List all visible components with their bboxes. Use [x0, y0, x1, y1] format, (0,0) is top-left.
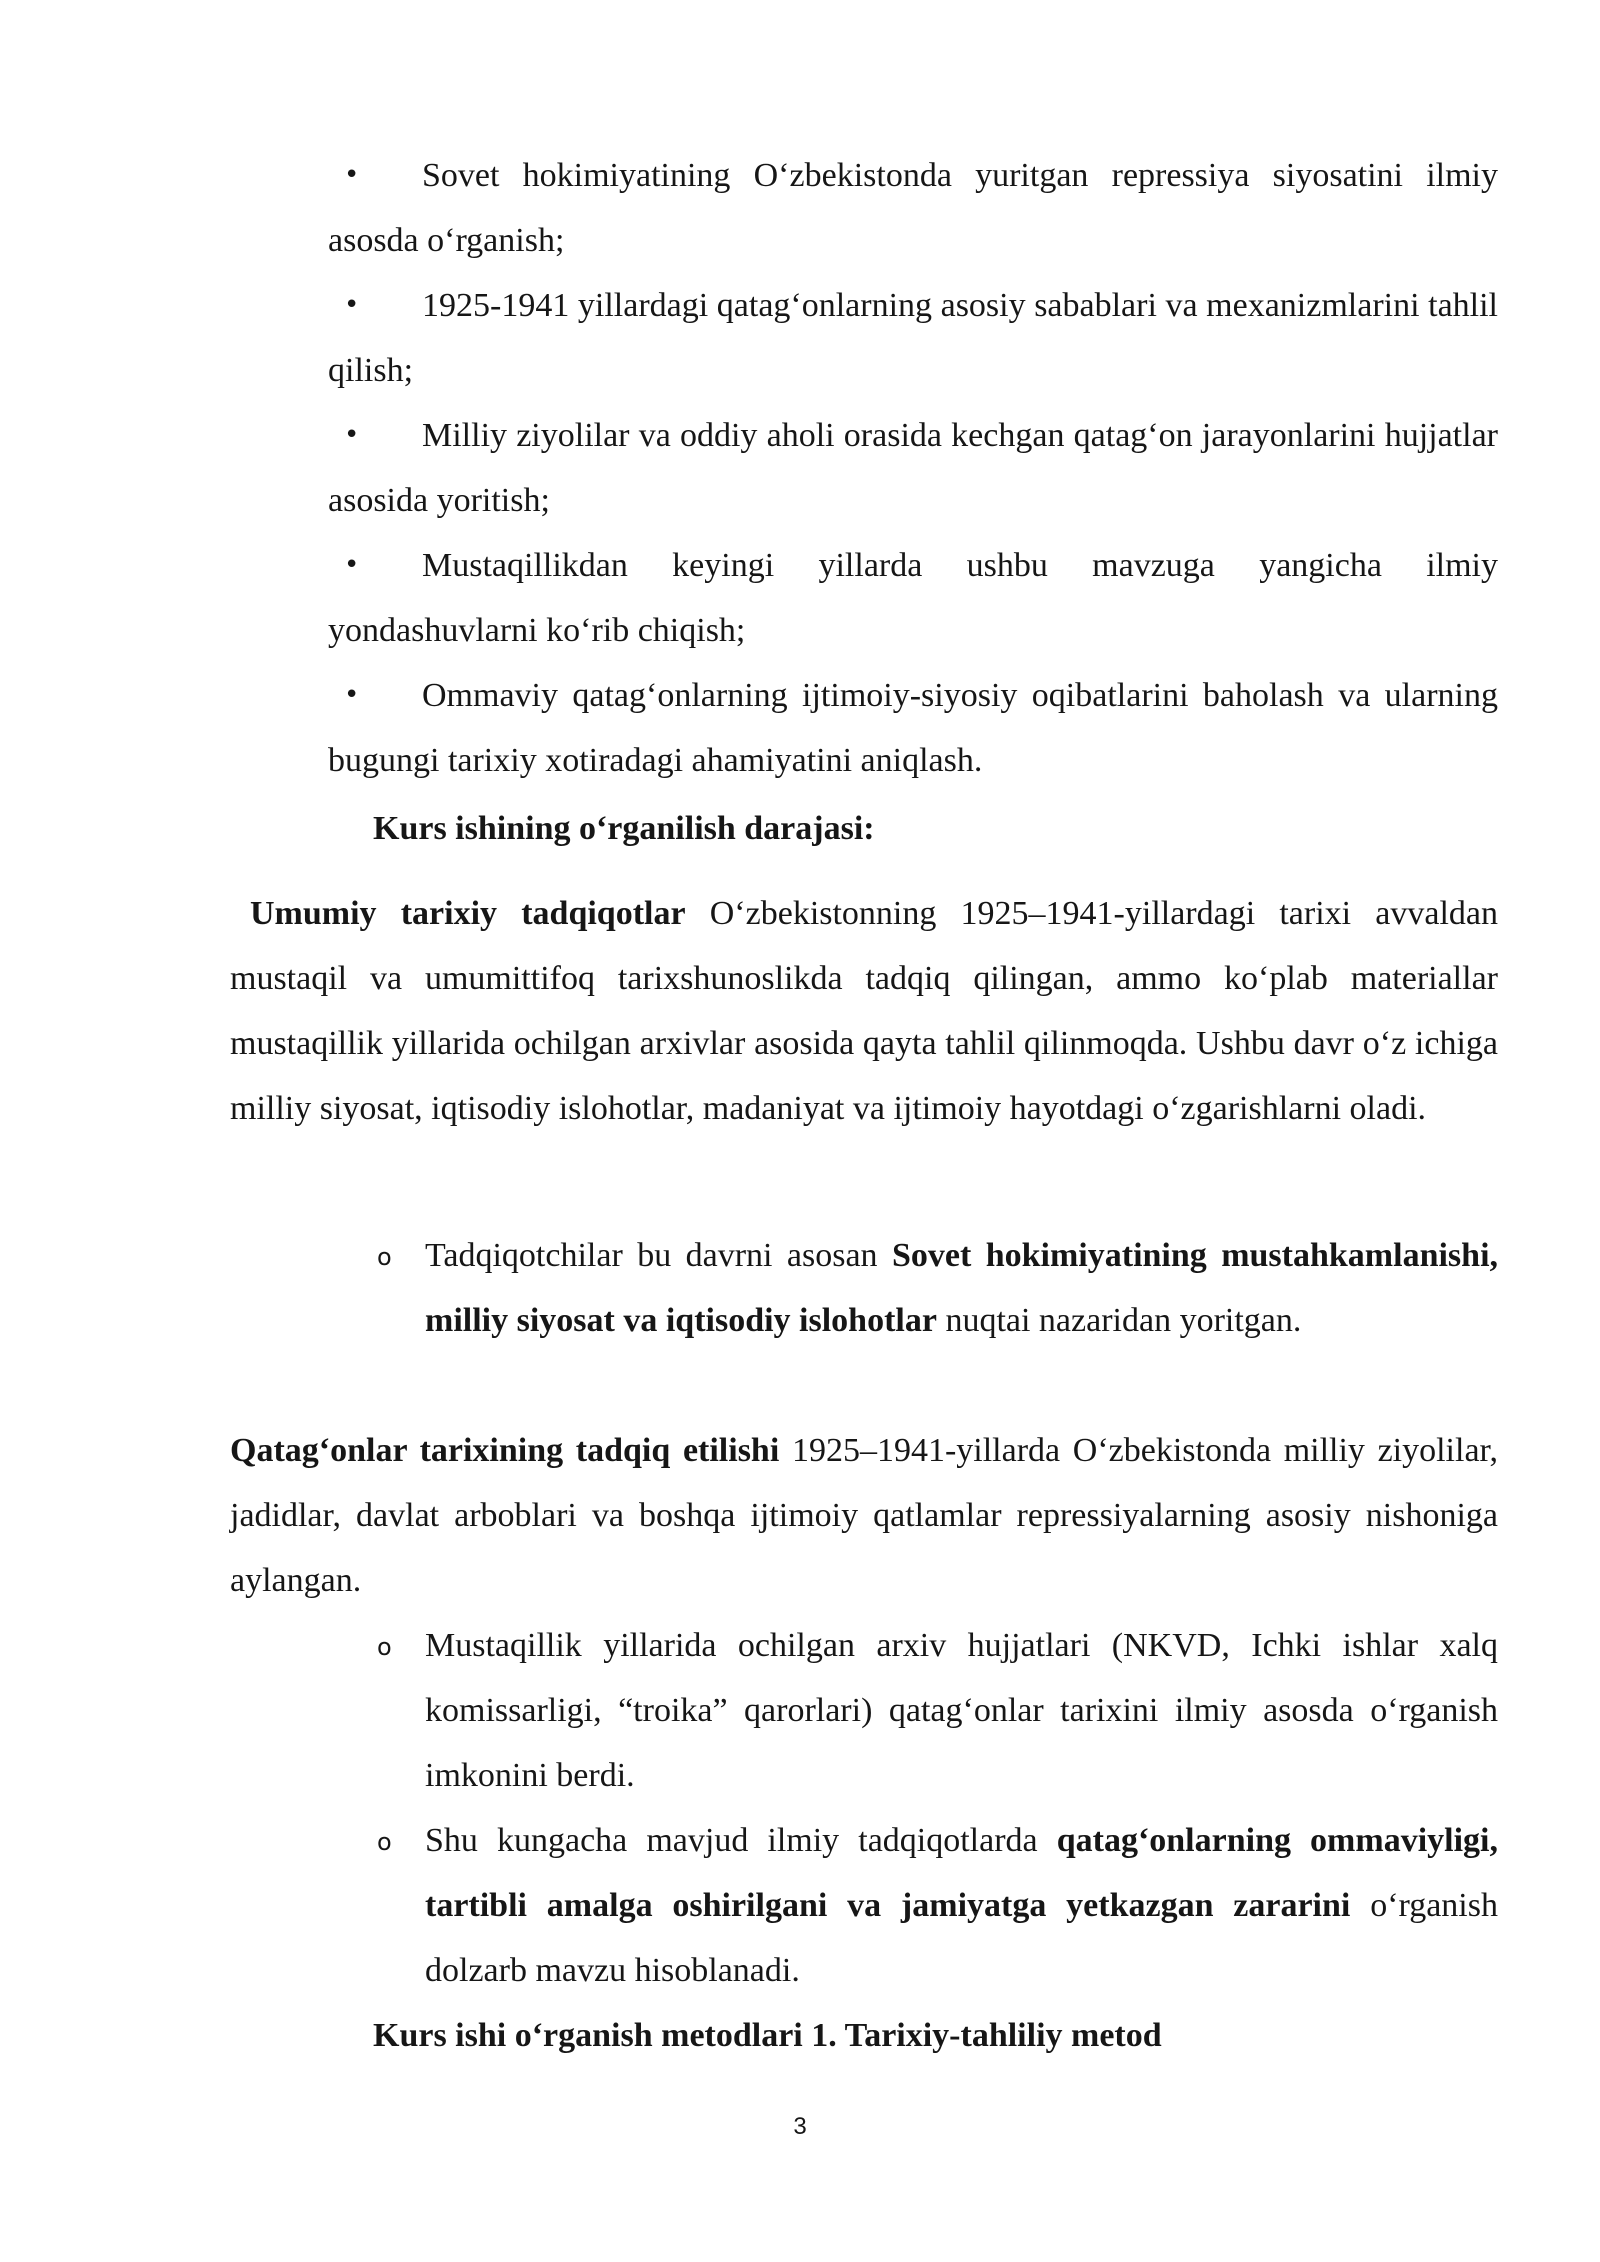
sub-list-item: [425, 1808, 1498, 2003]
objective-item: • Milliy ziyolilar va oddiy aholi orasida kechgan qatag‘on jarayonlarini hujjatlar asosida yoritish;: [328, 403, 1498, 533]
general-research-lead: Umumiy tarixiy tadqiqotlar: [250, 895, 686, 932]
objectives-list: [328, 143, 1498, 793]
sub-text: nuqtai nazaridan yoritgan.: [936, 1302, 1302, 1339]
general-research-sublist: [425, 1223, 1498, 1353]
objective-item: • 1925-1941 yillardagi qatag‘onlarning asosiy sabablari va mexanizmlarini tahlil qilish;: [328, 273, 1498, 403]
methods-heading: Kurs ishi o‘rganish metodlari 1. Tarixiy-tahliliy metod: [373, 2017, 1162, 2054]
repression-research-lead: Qatag‘onlar tarixining tadqiq etilishi: [230, 1432, 780, 1469]
repression-research-text: 1925–1941-yillarda O‘zbekistonda milliy ziyolilar, jadidlar, davlat arboblari va boshqa ijtimoiy qatlamlar repressiyalarning asosiy nishoniga aylangan.: [230, 1432, 1499, 1599]
objective-item: • Ommaviy qatag‘onlarning ijtimoiy-siyosiy oqibatlarini baholash va ularning bugungi tarixiy xotiradagi ahamiyatini aniqlash.: [328, 663, 1498, 793]
sub-text: o‘rganish dolzarb mavzu hisoblanadi.: [425, 1887, 1498, 1989]
sub-text: Tadqiqotchilar bu davrni asosan: [425, 1237, 892, 1274]
repression-research-sublist: [425, 1613, 1498, 2003]
repression-research-paragraph: [230, 1418, 1498, 1613]
general-research-text: O‘zbekistonning 1925–1941-yillardagi tarixi avvaldan mustaqil va umumittifoq tarixshunoslikda tadqiq qilingan, ammo ko‘plab materiallar mustaqillik yillarida ochilgan arxivlar asosida qayta tahlil qilinmoqda. Ushbu davr o‘z ichiga milliy siyosat, iqtisodiy islohotlar, madaniyat va ijtimoiy hayotdagi o‘zgarishlarni oladi.: [230, 895, 1498, 1127]
sub-text: Shu kungacha mavjud ilmiy tadqiqotlarda: [425, 1822, 1057, 1859]
sub-list-item: o Mustaqillik yillarida ochilgan arxiv hujjatlari (NKVD, Ichki ishlar xalq komissarligi, “troika” qarorlari) qatag‘onlar tarixini ilmiy asosda o‘rganish imkonini berdi.: [425, 1613, 1498, 1808]
general-research-paragraph: [230, 881, 1498, 1141]
objective-item: • Mustaqillikdan keyingi yillarda ushbu mavzuga yangicha ilmiy yondashuvlarni ko‘rib chiqish;: [328, 533, 1498, 663]
sub-bold-text: Sovet hokimiyatining mustahkamlanishi, milliy siyosat va iqtisodiy islohotlar: [425, 1237, 1499, 1339]
sub-bold-text: qatag‘onlarning ommaviyligi, tartibli amalga oshirilgani va jamiyatga yetkazgan zararini: [425, 1822, 1498, 1924]
sub-list-item: [425, 1223, 1498, 1353]
study-level-heading: Kurs ishining o‘rganilish darajasi:: [373, 810, 875, 847]
objective-item: • Sovet hokimiyatining O‘zbekistonda yuritgan repressiya siyosatini ilmiy asosda o‘rganish;: [328, 143, 1498, 273]
page-number: 3: [793, 2113, 807, 2140]
